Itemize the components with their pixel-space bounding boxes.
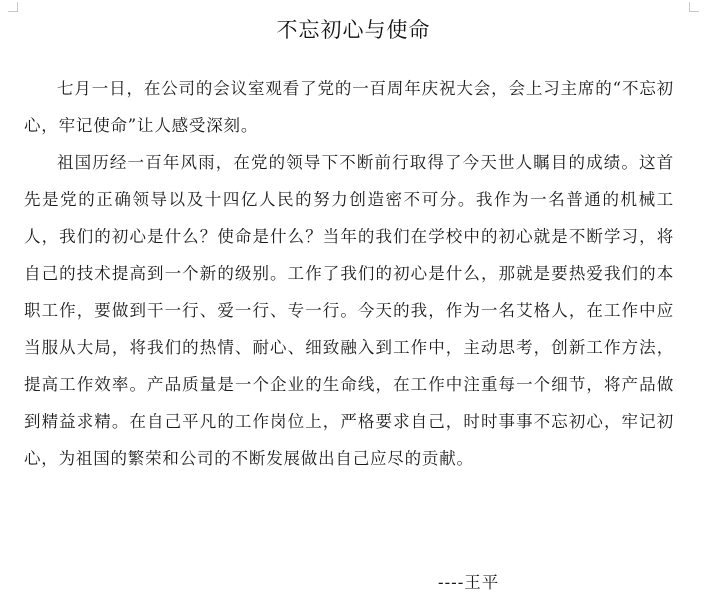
page-corner-mark-right bbox=[689, 2, 699, 12]
paragraph: 祖国历经一百年风雨，在党的领导下不断前行取得了今天世人瞩目的成绩。这首先是党的正确领导以及十四亿人民的努力创造密不可分。我作为一名普通的机械工人，我们的初心是什么？使命是什么？当年的我们在学校中的初心就是不断学习，将自己的技术提高到一个新的级别。工作了我们的初心是什么，那就是要热爱我们的本职工作，要做到干一行、爱一行、专一行。今天的我，作为一名艾格人，在工作中应当服从大局，将我们的热情、耐心、细致融入到工作中，主动思考，创新工作方法，提高工作效率。产品质量是一个企业的生命线，在工作中注重每一个细节，将产品做到精益求精。在自己平凡的工作岗位上，严格要求自己，时时事事不忘初心，牢记初心，为祖国的繁荣和公司的不断发展做出自己应尽的贡献。 bbox=[24, 153, 674, 468]
document-title: 不忘初心与使命 bbox=[276, 18, 431, 42]
signature: ----王平 bbox=[438, 573, 500, 592]
paragraph: 七月一日，在公司的会议室观看了党的一百周年庆祝大会，会上习主席的“不忘初心，牢记使命”让人感受深刻。 bbox=[24, 79, 674, 135]
document-body bbox=[24, 70, 674, 477]
page-corner-mark-left bbox=[8, 2, 18, 12]
